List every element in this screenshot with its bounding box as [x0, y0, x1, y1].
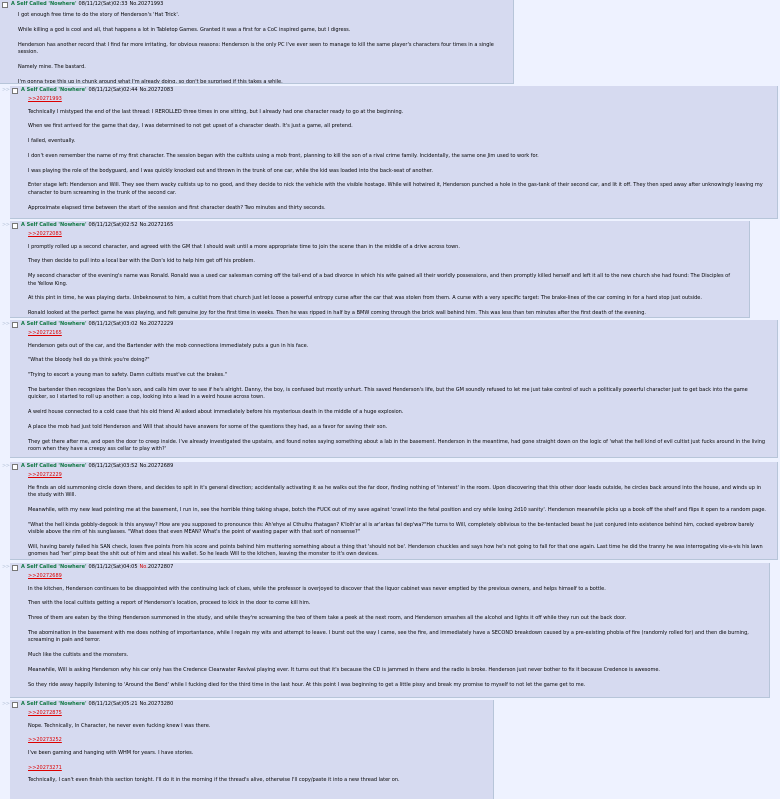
post-paragraph: Meanwhile, with my new lead pointing me at the basement, I run in, see the horrible thing taking shape, botch the FUCK out of my save against 'crawl into the fetal position and cry while losing 2d10 sanity'. Henderson meanwhile picks up a book off the shelf and flips it open to a random page. — [28, 506, 767, 513]
reply-box — [10, 462, 778, 560]
post-paragraph: When we first arrived for the game that day, I was determined to not get upset of a character death. It's just a game, all pretend. — [28, 123, 353, 130]
post-paragraph: I've been gaming and hanging with WHM for years. I have stories. — [28, 749, 194, 756]
post-paragraph: Three of them are eaten by the thing Henderson summoned in the study, and while they're screaming the two of them take a peek at the next room, and Henderson smashes all the alcohol and lights it off while they run out the back door. — [28, 615, 627, 622]
post-paragraph: My second character of the evening's name was Ronald. Ronald was a used car salesman coming off the tail-end of a bad divorce in which his wife gained all their worldly possessions, and then promptly killed herself and left it all to the new church she had found: The Disciples of the Yellow King. — [28, 273, 730, 287]
quote-link[interactable]: >>20272229 — [28, 472, 62, 478]
post-paragraph: Henderson has another record that I find far more irritating, for obvious reasons: Henderson is the only PC I've ever seen to manage to kill the same player's characters four times in a single session. — [18, 41, 494, 56]
post-body — [12, 710, 487, 785]
post-body — [12, 96, 771, 212]
post-datetime: 08/11/12(Sat)04:05 — [88, 564, 138, 571]
post-paragraph: "What the hell kinda gobbly-degook is this anyway? How are you supposed to pronounce this: Ah'ehye al Cthulhu fhatagan? K'lolh'ar al is ar'arkas fal dep'wa?"He turns to Will, completely oblivious to the be-tentacled beast he just conjured into existence behind him, cocked eyebrow barely visible above the rim of his sunglasses. "What does that even MEAN? What's the point of wasting paper with that sort of nonsense?" — [28, 521, 754, 536]
reply-arrows: >> — [2, 564, 10, 570]
post-header — [2, 1, 507, 9]
poster-name: A Self Called 'Nowhere' — [21, 321, 87, 328]
post-datetime: 08/11/12(Sat)02:52 — [88, 222, 138, 229]
post-paragraph: A weird house connected to a cold case that his old friend Al asked about immediately before his mysterious death in the middle of a huge explosion. — [28, 409, 404, 416]
quote-link[interactable]: >>20273252 — [28, 737, 62, 744]
post-paragraph: The bartender then recognizes the Don's son, and calls him over to see if he's alright. Danny, the boy, is confused but mostly unhurt. This saved Henderson's life, but the GM soundly refused to let me just take control of such a politically powerful character just to get back into the game quicker, so I started to roll up another: a cop, looking into a lead in a weird house across town. — [28, 386, 748, 401]
checkbox-icon[interactable] — [12, 702, 18, 708]
post-paragraph: Meanwhile, Will is asking Henderson why his car only has the Credence Clearwater Revival playing ever. It turns out that it's because the CD is jammed in there and the radio is broke. Henderson just never bother to fix it because Credence is awesome. — [28, 666, 660, 673]
checkbox-icon[interactable] — [12, 88, 18, 94]
post-paragraph: Then with the local cultists getting a report of Henderson's location, proceed to kick in the door to come kill him. — [28, 600, 311, 607]
post-body — [12, 231, 743, 318]
reply-box — [10, 320, 778, 458]
reply-box — [10, 221, 750, 318]
reply-arrows: >> — [2, 222, 10, 228]
post-paragraph: A place the mob had just told Henderson and Will that should have answers for some of the questions they had, as a favor for saving their son. — [28, 423, 388, 430]
quote-link[interactable]: >>20272689 — [28, 573, 62, 579]
post-paragraph: I'm gonna type this up in chunk around what I'm already doing, so don't be surprised if this takes a while. — [18, 78, 283, 84]
post-paragraph: In the kitchen, Henderson continues to be disappointed with the continuing lack of clues, while the professor is overjoyed to discover that the liquor cabinet was never emptied by the previous owners, and helps himself to a bottle. — [28, 585, 606, 592]
post-header — [12, 87, 771, 95]
post-number[interactable]: No.20273280 — [139, 701, 174, 708]
post-paragraph: I don't even remember the name of my first character. The session began with the cultists using a mob front, planning to kill the son of a rival crime family. Incidentally, the same one Jim used to work for. — [28, 152, 539, 159]
quote-link[interactable]: >>20272875 — [28, 710, 62, 716]
post-number[interactable]: No.20272689 — [139, 463, 174, 470]
post-datetime: 08/11/12(Sat)03:52 — [88, 463, 138, 470]
post-paragraph: I was playing the role of the bodyguard, and I was quickly knocked out and thrown in the trunk of one car, while the kid was loaded into the back-seat of another. — [28, 167, 433, 174]
post-paragraph: Enter stage left: Henderson and Will. They see them wacky cultists up to no good, and they decide to nick the vehicle with the visible hostage. While will hotwired it, Henderson punched a hole in the gas-tank of their second car, and lit it off. They then sped away after unknowingly leaving my character to burn screaming in the trunk of the second car. — [28, 182, 763, 196]
post-datetime: 08/11/12(Sat)02:44 — [88, 87, 138, 94]
post-header — [12, 701, 487, 709]
post-paragraph: I failed, eventually. — [28, 138, 76, 145]
post-header — [12, 222, 743, 230]
post-datetime: 08/11/12(Sat)02:33 — [78, 1, 128, 8]
reply-arrows: >> — [2, 87, 10, 93]
reply-arrows: >> — [2, 321, 10, 327]
poster-name: A Self Called 'Nowhere' — [21, 87, 87, 94]
poster-name: A Self Called 'Nowhere' — [11, 1, 77, 8]
post-number[interactable]: No.20272229 — [139, 321, 174, 328]
post-paragraph: Technically, I can't even finish this section tonight. I'll do it in the morning if the thread's alive, otherwise I'll copy/paste it into a new thread later on. — [28, 777, 400, 784]
post-header — [12, 463, 771, 471]
post-datetime: 08/11/12(Sat)05:21 — [88, 701, 138, 708]
post-paragraph: Approximate elapsed time between the start of the session and first character death? Two minutes and thirty seconds. — [28, 204, 326, 211]
poster-name: A Self Called 'Nowhere' — [21, 222, 87, 229]
quote-link[interactable]: >>20273271 — [28, 764, 62, 771]
post-paragraph: "What the bloody hell do ya think you're doing?" — [28, 357, 150, 364]
quote-link[interactable]: >>20272083 — [28, 231, 62, 237]
poster-name: A Self Called 'Nowhere' — [21, 701, 87, 708]
checkbox-icon[interactable] — [12, 322, 18, 328]
post-paragraph: He finds an old summoning circle down there, and decides to spit in it's general direction; accidentally activating it as he walks out the far door, finding nothing of 'interest' in the room. Upon discovering that this other door leads outside, he circles back around into the house, and winds up in the study with Will. — [28, 484, 762, 498]
post-datetime: 08/11/12(Sat)03:02 — [88, 321, 138, 328]
reply-arrows: >> — [2, 701, 10, 707]
post-number[interactable]: No.20271993 — [129, 1, 164, 8]
post-paragraph: So they ride away happily listening to 'Around the Bend' while I fucking died for the third time in the last hour. At this point I was beginning to get a little pissy and break my promise to myself to not let the game get to me. — [28, 681, 586, 688]
post-header — [12, 321, 771, 329]
post-paragraph: At this pint in time, he was playing darts. Unbeknownst to him, a cultist from that church just let loose a powerful entropy curse after the car that was stolen from them. A curse with a very specific target: The brake-lines of the car coming in for a hard stop just outside. — [28, 295, 702, 302]
poster-name: A Self Called 'Nowhere' — [21, 463, 87, 470]
post-body — [2, 9, 507, 84]
post-number[interactable]: No.20272083 — [139, 87, 174, 94]
post-header — [12, 564, 763, 572]
checkbox-icon[interactable] — [12, 223, 18, 229]
post-body — [12, 330, 771, 454]
post-paragraph: Will, having barely failed his SAN check, loses five points from his score and points behind him muttering something about a thing that 'should not be'. Henderson chuckles and says how he's not going to fall for that one again. Last time he did the tranny he was interrogating vis-a-vis his lawn gnomes had 'her' pimp beat the shit out of him and steal his wallet. So he leads Will to the kitchen, leaving the monster to it's own devices. — [28, 543, 763, 558]
quote-link[interactable]: >>20272165 — [28, 330, 62, 336]
checkbox-icon[interactable] — [2, 2, 8, 8]
post-paragraph: "Trying to escort a young man to safety. Damn cultists must've cut the brakes." — [28, 372, 228, 379]
reply-box — [10, 700, 494, 799]
checkbox-icon[interactable] — [12, 464, 18, 470]
reply-box — [0, 0, 514, 84]
post-paragraph: They get there after me, and open the door to creep inside. I've already investigated the upstairs, and found notes saying something about a lab in the basement. Henderson in the meantime, had gone straight down on the logic of 'what the hell kind of evil cultist just fucks around in the living room when they have a creepy ass cellar to play with?' — [28, 438, 766, 453]
post-paragraph: Nope. Technically, In Character, he never even fucking knew I was there. — [28, 722, 211, 729]
reply-arrows: >> — [2, 463, 10, 469]
post-body — [12, 573, 763, 689]
post-paragraph: I promptly rolled up a second character, and agreed with the GM that I should wait until a more appropriate time to join the scene than in the middle of a drive across town. — [28, 243, 460, 250]
post-paragraph: Ronald looked at the perfect game he was playing, and felt genuine joy for the first time in weeks. Then he was ripped in half by a BMW coming through the brick wall behind him. This was less than ten minutes after the first death of the evening. — [28, 310, 647, 317]
post-paragraph: Namely mine. The bastard. — [18, 63, 86, 70]
reply-box — [10, 86, 778, 219]
post-paragraph: I got enough free time to do the story of Henderson's 'Hat Trick'. — [18, 12, 180, 18]
post-body — [12, 472, 771, 559]
reply-box — [10, 563, 770, 698]
poster-name: A Self Called 'Nowhere' — [21, 564, 87, 571]
post-paragraph: Much like the cultists and the monsters. — [28, 652, 129, 659]
checkbox-icon[interactable] — [12, 565, 18, 571]
post-number[interactable]: No.20272165 — [139, 222, 174, 229]
post-paragraph: Henderson gets out of the car, and the Bartender with the mob connections immediately puts a gun in his face. — [28, 342, 309, 349]
post-paragraph: While killing a god is cool and all, that happens a lot in Tabletop Games. Granted it was a first for a CoC inspired game, but I digress. — [18, 26, 351, 33]
post-number[interactable]: No.20272807 — [139, 564, 174, 571]
post-paragraph: Technically I mistyped the end of the last thread: I REROLLED three times in one sitting, but I already had one character ready to go at the beginning. — [28, 108, 404, 115]
post-paragraph: They then decide to pull into a local bar with the Don's kid to help him get off his problem. — [28, 258, 255, 265]
post-paragraph: The abomination in the basement with me does nothing of importantance, while I regain my wits and attempt to leave. I burst out the way I came, see the fire, and immediately have a SECOND breakdown caused by a pre-existing phobia of fire (randomly rolled for) and then die burning, screaming in pain and terror. — [28, 629, 749, 644]
quote-link[interactable]: >>20271993 — [28, 96, 62, 102]
